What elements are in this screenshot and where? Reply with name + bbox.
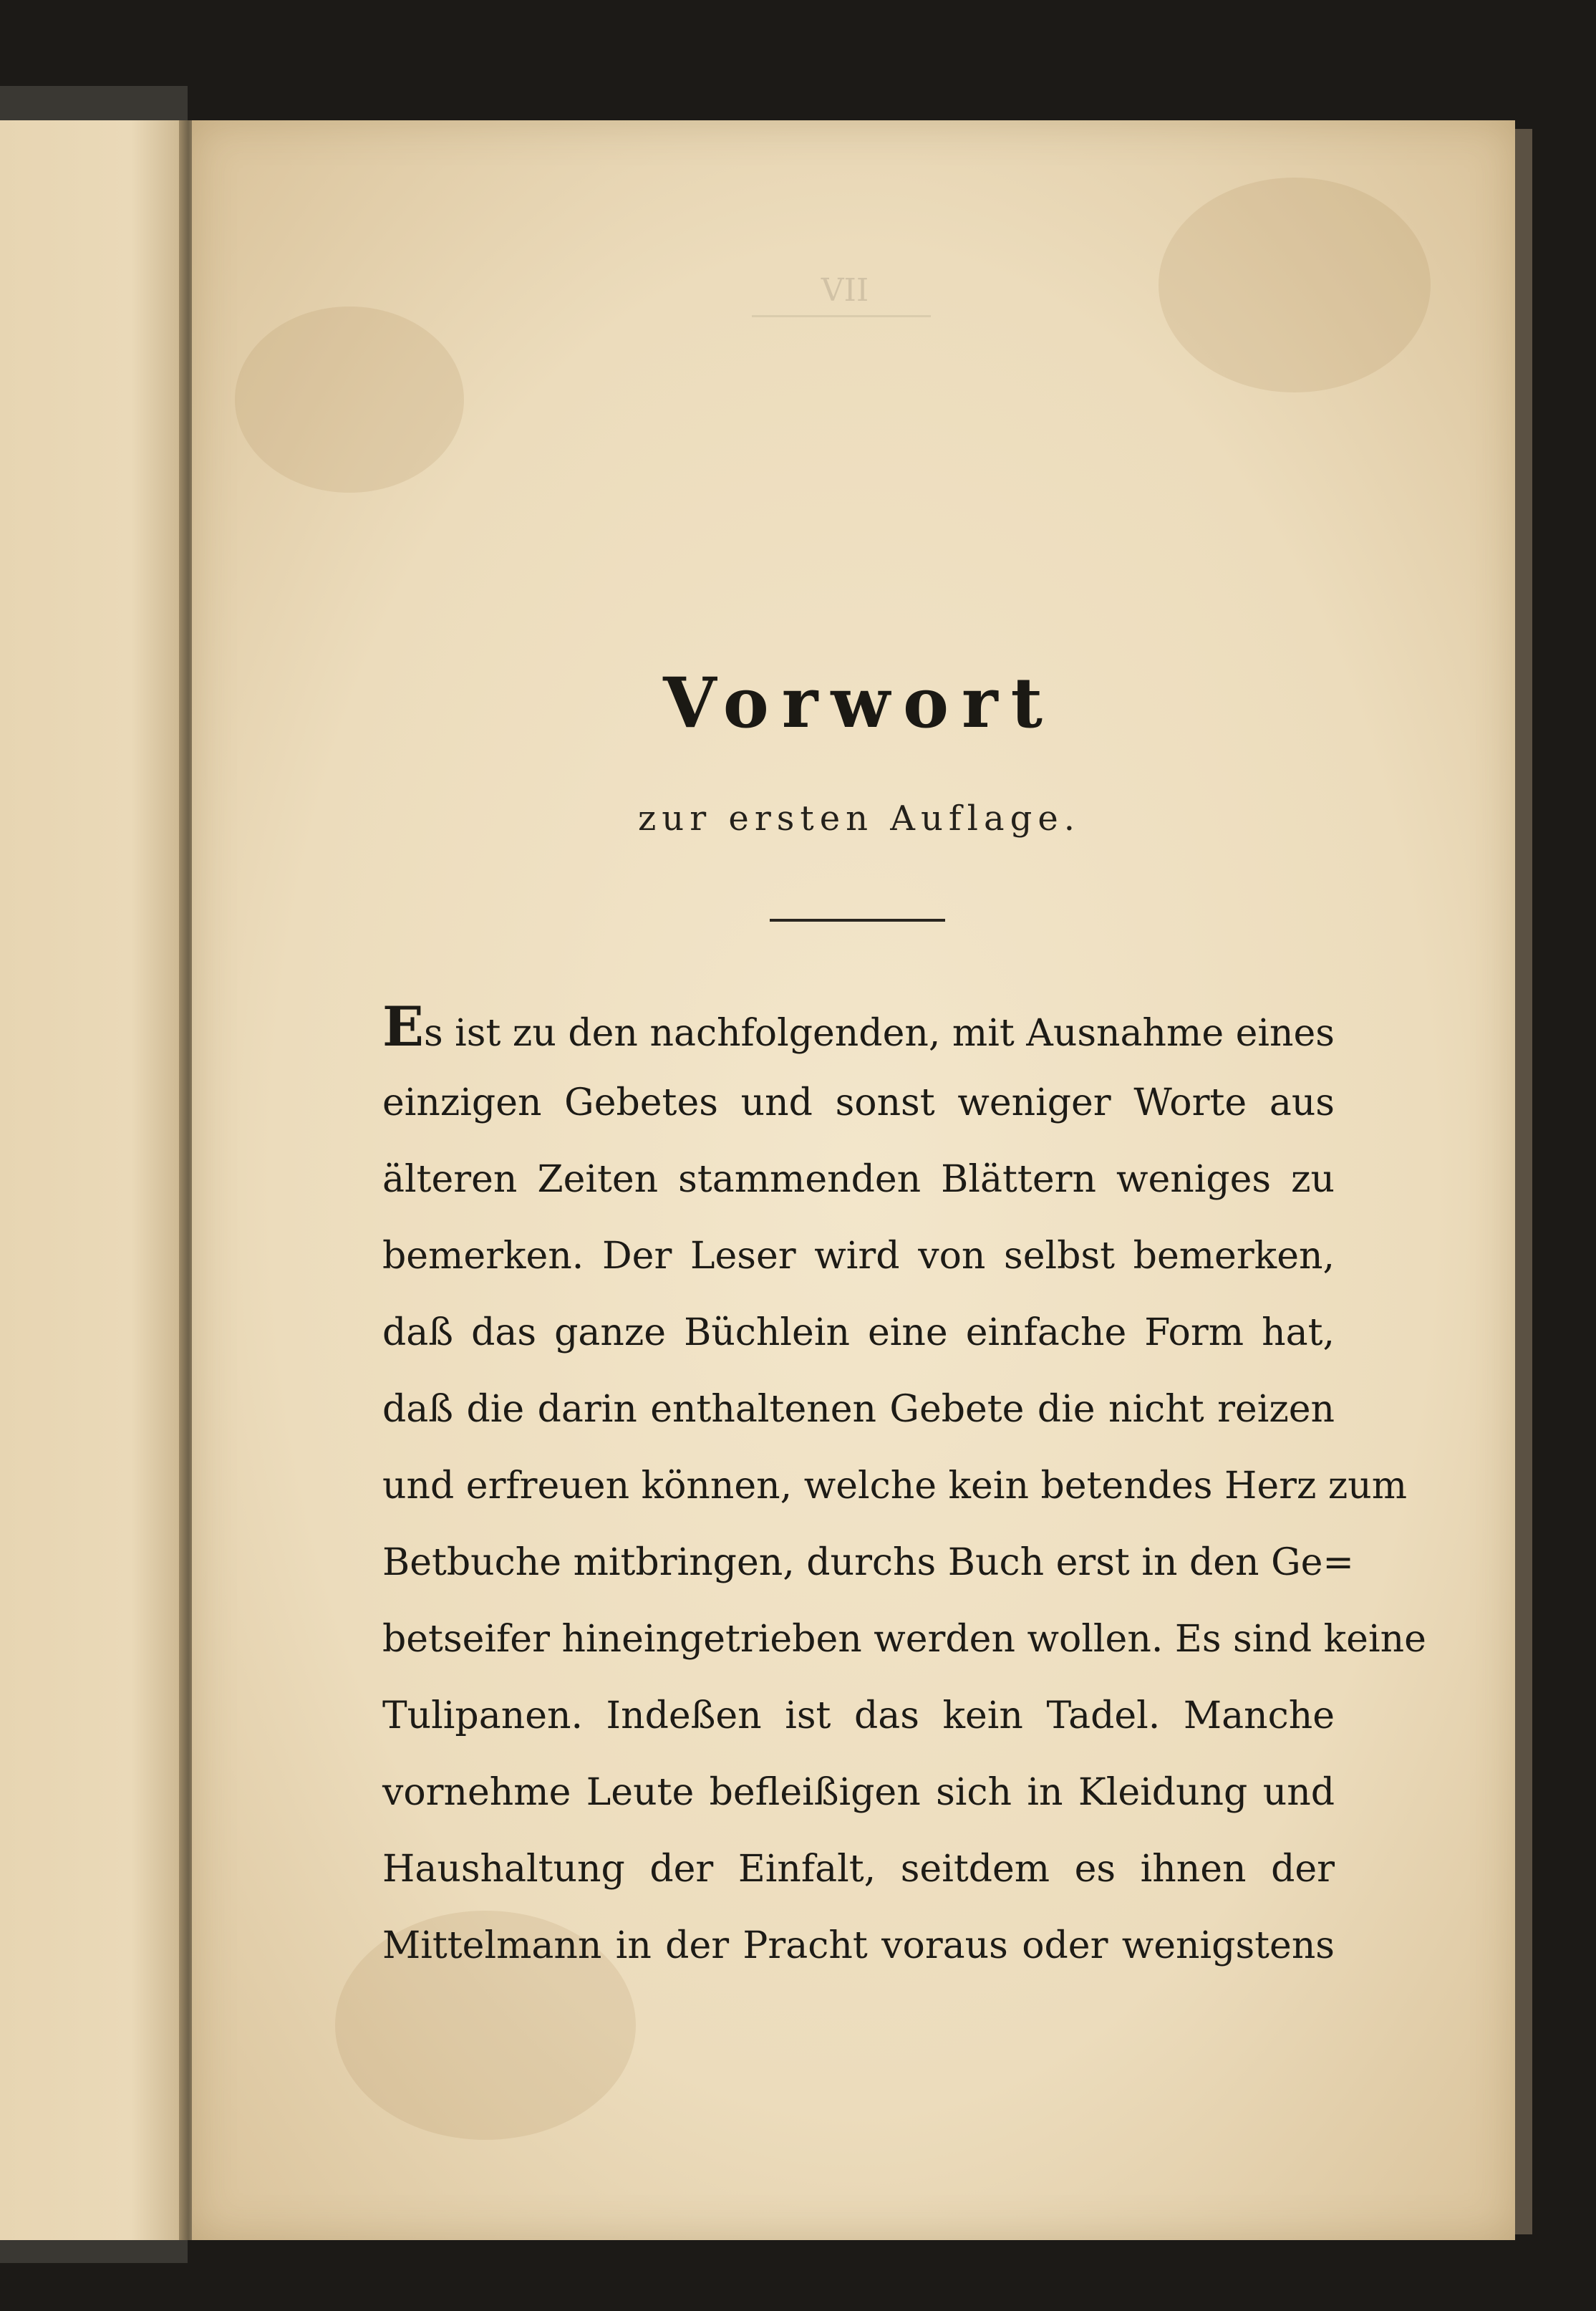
foxing-stain xyxy=(1159,178,1431,392)
text-line: Mittelmann in der Pracht voraus oder wenigstens xyxy=(382,1924,1335,1967)
drop-cap: E xyxy=(382,995,424,1058)
text-line: daß die darin enthaltenen Gebete die nicht reizen xyxy=(382,1388,1335,1431)
body-text xyxy=(382,988,1426,1984)
text-line: bemerken. Der Leser wird von selbst bemerken, xyxy=(382,1235,1335,1278)
foxing-stain xyxy=(235,307,464,493)
page-subtitle: zur ersten Auflage. xyxy=(638,799,1080,839)
page-title: Vorwort xyxy=(663,662,1055,743)
text-line xyxy=(382,988,1335,1065)
text-line: Betbuche mitbringen, durchs Buch erst in den Ge= xyxy=(382,1541,1354,1584)
text-line: betseifer hineingetrieben werden wollen. Es sind keine xyxy=(382,1618,1426,1661)
text-line: Haushaltung der Einfalt, seitdem es ihnen der xyxy=(382,1848,1335,1891)
page-fore-edge xyxy=(1515,129,1532,2234)
text-line: Tulipanen. Indeßen ist das kein Tadel. Manche xyxy=(382,1694,1335,1737)
page-number: VII xyxy=(821,272,869,309)
text-line: vornehme Leute befleißigen sich in Kleidung und xyxy=(382,1771,1335,1814)
title-rule xyxy=(770,919,945,922)
first-line-text: s ist zu den nachfolgenden, mit Ausnahme eines xyxy=(423,1012,1335,1055)
text-line: älteren Zeiten stammenden Blättern weniges zu xyxy=(382,1158,1335,1201)
text-line: daß das ganze Büchlein eine einfache Form hat, xyxy=(382,1311,1335,1354)
left-page xyxy=(0,120,188,2240)
page-number-rule xyxy=(752,315,931,317)
text-line: und erfreuen können, welche kein betendes Herz zum xyxy=(382,1465,1408,1507)
text-line: einzigen Gebetes und sonst weniger Worte aus xyxy=(382,1081,1335,1124)
